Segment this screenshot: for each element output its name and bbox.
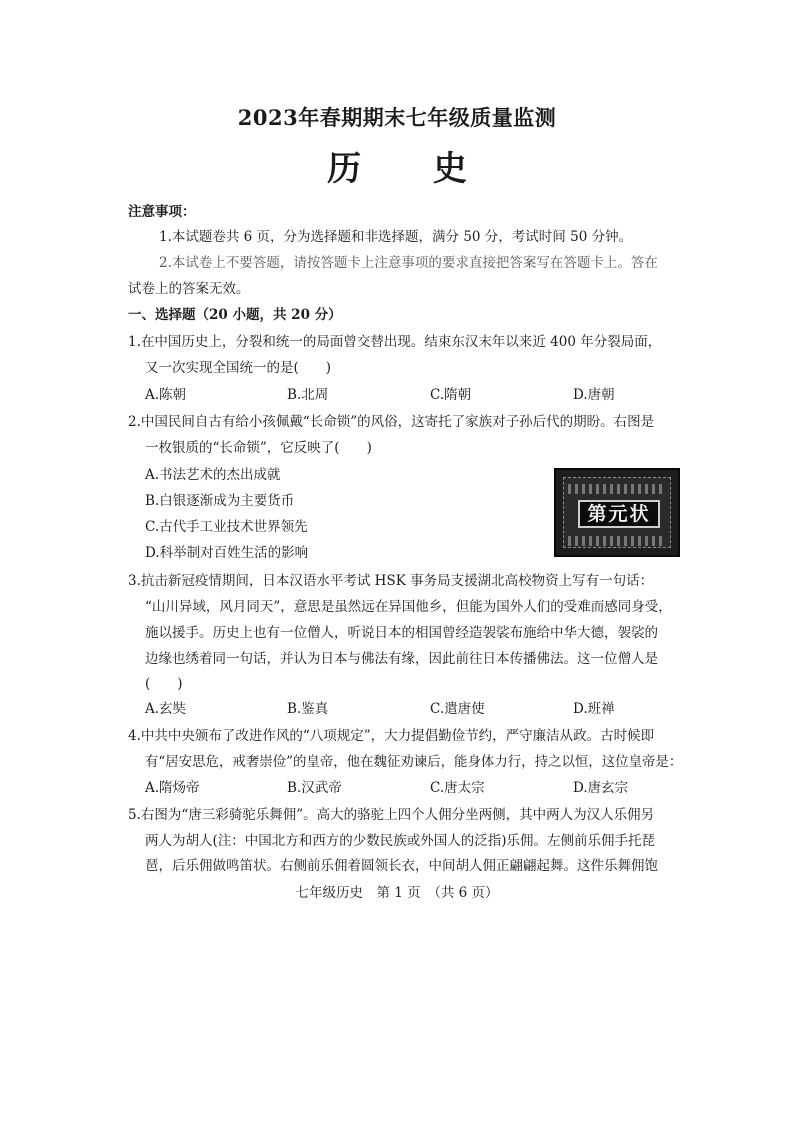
question-1-option-a: A.陈朝 bbox=[145, 387, 187, 403]
question-5-line-3: 琶，后乐佣做鸣笛状。右侧前乐佣着圆领长衣，中间胡人佣正翩翩起舞。这件乐舞佣饱 bbox=[145, 858, 658, 874]
question-3-option-b: B.鉴真 bbox=[287, 701, 329, 717]
question-3-line-2: “山川异域，风月同天”，意思是虽然远在异国他乡，但能为国外人们的受难而感同身受， bbox=[145, 599, 672, 615]
question-2-option-d: D.科举制对百姓生活的影响 bbox=[145, 545, 309, 561]
question-3-option-d: D.班禅 bbox=[573, 701, 615, 717]
question-3-option-c: C.遣唐使 bbox=[430, 701, 485, 717]
question-3-option-a: A.玄奘 bbox=[145, 701, 187, 717]
question-4-line-2: 有“居安思危，戒奢崇俭”的皇帝，他在魏征劝谏后，能身体力行，持之以恒，这位皇帝是： bbox=[145, 754, 683, 770]
question-1-line-2: 又一次实现全国统一的是( ) bbox=[145, 360, 332, 376]
question-2-option-b: B.白银逐渐成为主要货币 bbox=[145, 493, 295, 509]
page-footer: 七年级历史 第 1 页 （共 6 页） bbox=[295, 885, 499, 901]
notice-heading: 注意事项： bbox=[128, 204, 196, 220]
question-5-line-1: 5.右图为“唐三彩骑驼乐舞佣”。高大的骆驼上四个人佣分坐两侧，其中两人为汉人乐佣另 bbox=[128, 807, 655, 823]
lock-top-ornament bbox=[568, 484, 666, 494]
question-1-line-1: 1.在中国历史上，分裂和统一的局面曾交替出现。结束东汉末年以来近 400 年分裂局面， bbox=[128, 334, 662, 350]
question-4-option-c: C.唐太宗 bbox=[430, 780, 485, 796]
notice-item-1: 1.本试题卷共 6 页，分为选择题和非选择题，满分 50 分，考试时间 50 分钟。 bbox=[159, 229, 633, 245]
question-1-option-c: C.隋朝 bbox=[430, 387, 472, 403]
notice-item-2-line-2: 试卷上的答案无效。 bbox=[128, 281, 250, 297]
section-heading: 一、选择题（20 小题，共 20 分） bbox=[128, 307, 342, 323]
question-3-line-1: 3.抗击新冠疫情期间，日本汉语水平考试 HSK 事务局支援湖北高校物资上写有一句话： bbox=[128, 573, 654, 589]
question-2-line-2: 一枚银质的“长命锁”，它反映了( ) bbox=[145, 440, 372, 456]
question-3-line-4: 边缘也绣着同一句话，并认为日本与佛法有缘，因此前往日本传播佛法。这一位僧人是 bbox=[145, 651, 658, 667]
question-2-option-a: A.书法艺术的杰出成就 bbox=[145, 467, 281, 483]
question-4-option-b: B.汉武帝 bbox=[287, 780, 342, 796]
question-4-line-1: 4.中共中央颁布了改进作风的“八项规定”，大力提倡勤俭节约，严守廉洁从政。古时候即 bbox=[128, 728, 655, 744]
question-1-option-d: D.唐朝 bbox=[573, 387, 615, 403]
lock-plaque-text: 第元状 bbox=[578, 500, 660, 528]
question-1-option-b: B.北周 bbox=[287, 387, 329, 403]
question-5-line-2: 两人为胡人(注：中国北方和西方的少数民族或外国人的泛指)乐佣。左侧前乐佣手托琵 bbox=[145, 833, 656, 849]
question-3-line-5: ( ) bbox=[145, 676, 183, 692]
lock-bottom-ornament bbox=[568, 536, 666, 546]
question-4-option-d: D.唐玄宗 bbox=[573, 780, 629, 796]
subject-title: 历 史 bbox=[327, 149, 497, 189]
question-4-option-a: A.隋炀帝 bbox=[145, 780, 200, 796]
longevity-lock-image bbox=[554, 468, 680, 557]
notice-item-2-line-1: 2.本试卷上不要答题，请按答题卡上注意事项的要求直接把答案写在答题卡上。答在 bbox=[159, 255, 658, 271]
question-3-line-3: 施以援手。历史上也有一位僧人，听说日本的相国曾经造袈裟布施给中华大德，袈裟的 bbox=[145, 625, 658, 641]
page-title: 2023年春期期末七年级质量监测 bbox=[237, 105, 557, 130]
question-2-option-c: C.古代手工业技术世界领先 bbox=[145, 519, 308, 535]
question-2-line-1: 2.中国民间自古有给小孩佩戴“长命锁”的风俗，这寄托了家族对子孙后代的期盼。右图是 bbox=[128, 414, 655, 430]
